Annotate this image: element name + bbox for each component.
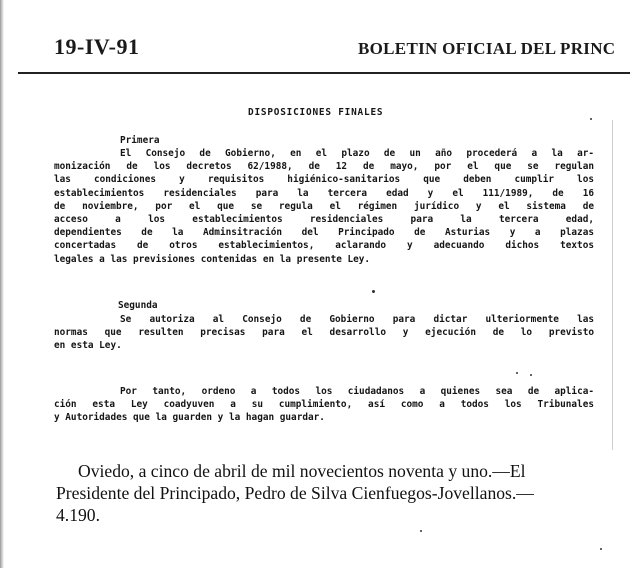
text-line: concertadas de otros establecimientos, aclarando y adecuando dichos textos (54, 240, 594, 252)
article-body-primera (54, 147, 594, 266)
page-header (40, 30, 630, 60)
text-line: acceso a los establecimientos residenciales para la tercera edad, (54, 213, 594, 225)
text-line: ción esta Ley coadyuven a su cumplimiento, así como a todos los Tribunales (54, 399, 594, 411)
text-line: dependientes de la Adminsitración del Principado de Asturias y a plazas (54, 227, 594, 239)
closing-line: Oviedo, a cinco de abril de mil novecientos noventa y uno.—El (78, 461, 526, 481)
closing-line: 4.190. (56, 505, 100, 525)
text-line: y Autoridades que la guarden y la hagan guardar. (54, 412, 325, 424)
header-divider (18, 72, 630, 74)
scan-speck (590, 118, 592, 120)
text-line: El Consejo de Gobierno, en el plazo de un año procederá a la ar- (120, 148, 594, 159)
article-heading-segunda: Segunda (118, 300, 158, 311)
text-line: en esta Ley. (54, 340, 122, 352)
article-heading-primera: Primera (120, 135, 160, 146)
scan-speck (372, 290, 375, 293)
section-title: DISPOSICIONES FINALES (248, 107, 384, 118)
header-date: 19-IV-91 (54, 34, 140, 59)
text-line: establecimientos residenciales para la tercera edad y el 111/1989, de 16 (54, 187, 594, 199)
scan-speck (420, 530, 422, 532)
promulgation-text (54, 385, 594, 425)
text-line: las condiciones y requisitos higiénico-sanitarios que deben cumplir los (54, 174, 594, 186)
header-journal-title: BOLETIN OFICIAL DEL PRINC (358, 39, 616, 58)
closing-line: Presidente del Principado, Pedro de Silva Cienfuegos-Jovellanos.— (56, 483, 534, 503)
scan-crease (612, 120, 613, 450)
scan-speck (600, 548, 602, 550)
text-line: legales a las previsiones contenidas en la presente Ley. (54, 253, 371, 265)
text-line: normas que resulten precisas para el desarrollo y ejecución de lo previsto (54, 327, 594, 339)
article-body-segunda (54, 313, 594, 353)
text-line: monización de los decretos 62/1988, de 12 de mayo, por el que se regulan (54, 161, 594, 173)
text-line: de noviembre, por el que se regula el régimen jurídico y el sistema de (54, 200, 594, 212)
scan-speck (516, 372, 518, 374)
scan-edge-shadow (0, 0, 4, 568)
text-line: Se autoriza al Consejo de Gobierno para dictar ulteriormente las (120, 314, 594, 325)
text-line: Por tanto, ordeno a todos los ciudadanos a quienes sea de aplica- (120, 386, 594, 397)
scan-speck (530, 374, 532, 376)
closing-signature-block (56, 460, 608, 526)
